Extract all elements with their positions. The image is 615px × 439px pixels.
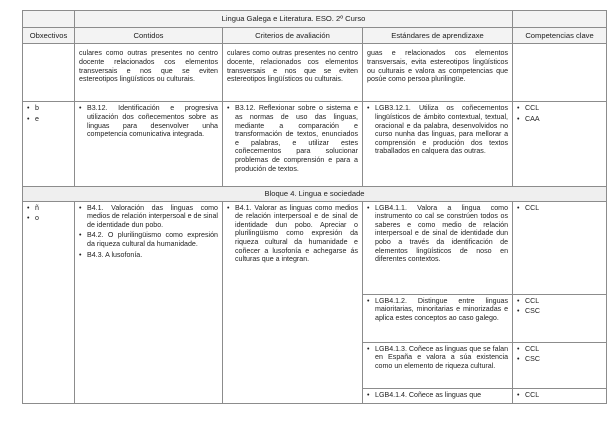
list-item: • CCL xyxy=(525,204,602,213)
list-item: • LGB4.1.4. Coñece as linguas que xyxy=(375,391,508,400)
list-item: • B4.2. O plurilingüismo como expresión da riqueza cultural da humanidade. xyxy=(87,231,218,248)
list-item: • LGB4.1.1. Valora a lingua como instrumento co cal se constrúen todos os saberes e como medio de relación interpersoal e de sinal de identidade dun pobo a través da identificación de elementos lingüísticos de noso en diferentes contextos. xyxy=(375,204,508,264)
header-obxectivos: Obxectivos xyxy=(23,28,75,44)
cell-contidos xyxy=(75,44,223,102)
table-row xyxy=(23,102,607,187)
criterios-continuation-text: culares como outras presentes no centro docente, relacionados cos elementos transversais e nos que se eviten estereotipos lingüísticos ou culturais. xyxy=(227,49,358,84)
cell-estandares xyxy=(363,102,513,187)
cell-competencias xyxy=(513,342,607,388)
table-row xyxy=(23,44,607,102)
list-item: • CCL xyxy=(525,297,602,306)
list-item: • B4.1. Valorar as linguas como medios de relación interpersoal e de sinal de identidade dun pobo. Apreciar o plurilingüismo como expresión da riqueza cultural da humanidade e coñecer a lusofonía e achegarse ás culturas que a integran. xyxy=(235,204,358,264)
list-item: • e xyxy=(35,115,70,124)
header-contidos: Contidos xyxy=(75,28,223,44)
cell-obxectivos xyxy=(23,201,75,404)
cell-contidos xyxy=(75,201,223,404)
table-title: Lingua Galega e Literatura. ESO. 2º Curso xyxy=(75,11,513,28)
table-title-row xyxy=(23,11,607,28)
table-empty-corner-right xyxy=(513,11,607,28)
list-item: • B4.3. A lusofonía. xyxy=(87,251,218,260)
cell-estandares xyxy=(363,342,513,388)
list-item: • B3.12. Identificación e progresiva utilización dos coñecementos sobre as linguas para desenvolver unha competencia comunicativa integrada. xyxy=(87,104,218,139)
contidos-continuation-text: culares como outras presentes no centro docente relacionados cos elementos transversais e nos que se eviten estereotipos lingüísticos ou culturais. xyxy=(79,49,218,84)
list-item: • CCL xyxy=(525,345,602,354)
curriculum-table xyxy=(22,10,607,404)
estandares-continuation-text: guas e relacionados cos elementos transversais, evita estereotipos lingüísticos ou culturais e valora as competencias que posúe como persoa plurilingüe. xyxy=(367,49,509,84)
list-item: • CSC xyxy=(525,355,602,364)
list-item: • B4.1. Valoración das linguas como medios de relación interpersoal e de sinal de identidade dun pobo. xyxy=(87,204,218,230)
header-estandares: Estándares de aprendizaxe xyxy=(363,28,513,44)
list-item: • LGB3.12.1. Utiliza os coñecementos lingüísticos de ámbito contextual, textual, oracional e da palabra, desenvolvidos no curso nunha das linguas, para mellorar a comprensión e produción dos textos traballados en calquera das outras. xyxy=(375,104,508,156)
list-item: • LGB4.1.2. Distingue entre linguas maioritarias, minoritarias e minorizadas e aplica estes conceptos ao caso galego. xyxy=(375,297,508,323)
header-criterios: Criterios de avaliación xyxy=(223,28,363,44)
list-item: • CAA xyxy=(525,115,602,124)
header-competencias: Competencias clave xyxy=(513,28,607,44)
list-item: • CCL xyxy=(525,104,602,113)
cell-criterios xyxy=(223,44,363,102)
table-empty-corner xyxy=(23,11,75,28)
list-item: • o xyxy=(35,214,70,223)
list-item: • b xyxy=(35,104,70,113)
table-row xyxy=(23,201,607,294)
cell-competencias xyxy=(513,44,607,102)
cell-criterios xyxy=(223,102,363,187)
cell-competencias xyxy=(513,201,607,294)
cell-obxectivos xyxy=(23,102,75,187)
list-item: • ñ xyxy=(35,204,70,213)
cell-estandares xyxy=(363,201,513,294)
list-item: • CCL xyxy=(525,391,602,400)
block-title: Bloque 4. Lingua e sociedade xyxy=(23,187,607,201)
cell-obxectivos xyxy=(23,44,75,102)
cell-estandares xyxy=(363,44,513,102)
cell-contidos xyxy=(75,102,223,187)
cell-competencias xyxy=(513,294,607,342)
cell-estandares xyxy=(363,294,513,342)
list-item: • CSC xyxy=(525,307,602,316)
cell-competencias xyxy=(513,102,607,187)
cell-criterios xyxy=(223,201,363,404)
block-title-row xyxy=(23,187,607,201)
cell-competencias xyxy=(513,388,607,404)
list-item: • LGB4.1.3. Coñece as linguas que se falan en España e valora a súa existencia como un elemento de riqueza cultural. xyxy=(375,345,508,371)
curriculum-sheet xyxy=(22,10,606,404)
table-header-row xyxy=(23,28,607,44)
cell-estandares xyxy=(363,388,513,404)
list-item: • B3.12. Reflexionar sobre o sistema e as normas de uso das linguas, mediante a comparación e transformación de textos, enunciados e palabras, e utilizar estes coñecementos para solucionar problemas de comprensión e para a produción de textos. xyxy=(235,104,358,173)
